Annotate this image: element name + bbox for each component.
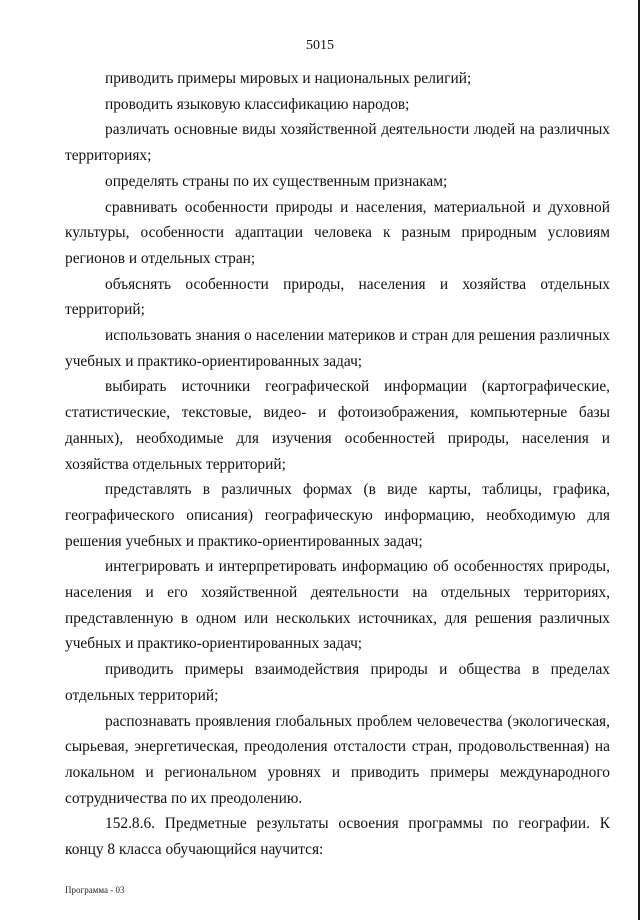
paragraph: сравнивать особенности природы и населения, материальной и духовной культуры, особенности адаптации человека к разным природным условиям регионов и отдельных стран; <box>65 198 610 267</box>
paragraph: представлять в различных формах (в виде карты, таблицы, графика, географического описания) географическую информацию, необходимую для решения учебных и практико-ориентированных задач; <box>65 481 610 550</box>
paragraph: проводить языковую классификацию народов; <box>105 95 410 113</box>
paragraph: определять страны по их существенным признакам; <box>105 172 448 190</box>
paragraph: приводить примеры мировых и национальных религий; <box>105 70 472 87</box>
paragraph: различать основные виды хозяйственной деятельности людей на различных территориях; <box>65 121 610 165</box>
paragraph: распознавать проявления глобальных проблем человечества (экологическая, сырьевая, энергетическая, преодоления отсталости стран, продовольственная) на локальном и региональном уровнях и приводить примеры международного сотрудничества по их преодолению. <box>65 712 610 807</box>
document-body <box>65 66 610 863</box>
paragraph: использовать знания о населении материков и стран для решения различных учебных и практико-ориентированных задач; <box>65 327 610 370</box>
footer-label: Программа - 03 <box>65 885 125 895</box>
section-heading-paragraph: 152.8.6. Предметные результаты освоения программы по географии. К концу 8 класса обучающийся научится: <box>65 815 610 859</box>
paragraph: объяснять особенности природы, населения и хозяйства отдельных территорий; <box>65 275 610 319</box>
paragraph: интегрировать и интерпретировать информацию об особенностях природы, населения и его хозяйственной деятельности на отдельных территориях, представленную в одном или нескольких источниках, для решения различных учебных и практико-ориентированных задач; <box>65 558 610 653</box>
page-number: 5015 <box>306 38 334 53</box>
paragraph: выбирать источники географической информации (картографические, статистические, текстовые, видео- и фотоизображения, компьютерные базы данных), необходимые для изучения особенностей природы, населения и хозяйства отдельных территорий; <box>65 378 610 473</box>
paragraph: приводить примеры взаимодействия природы и общества в пределах отдельных территорий; <box>65 661 610 704</box>
